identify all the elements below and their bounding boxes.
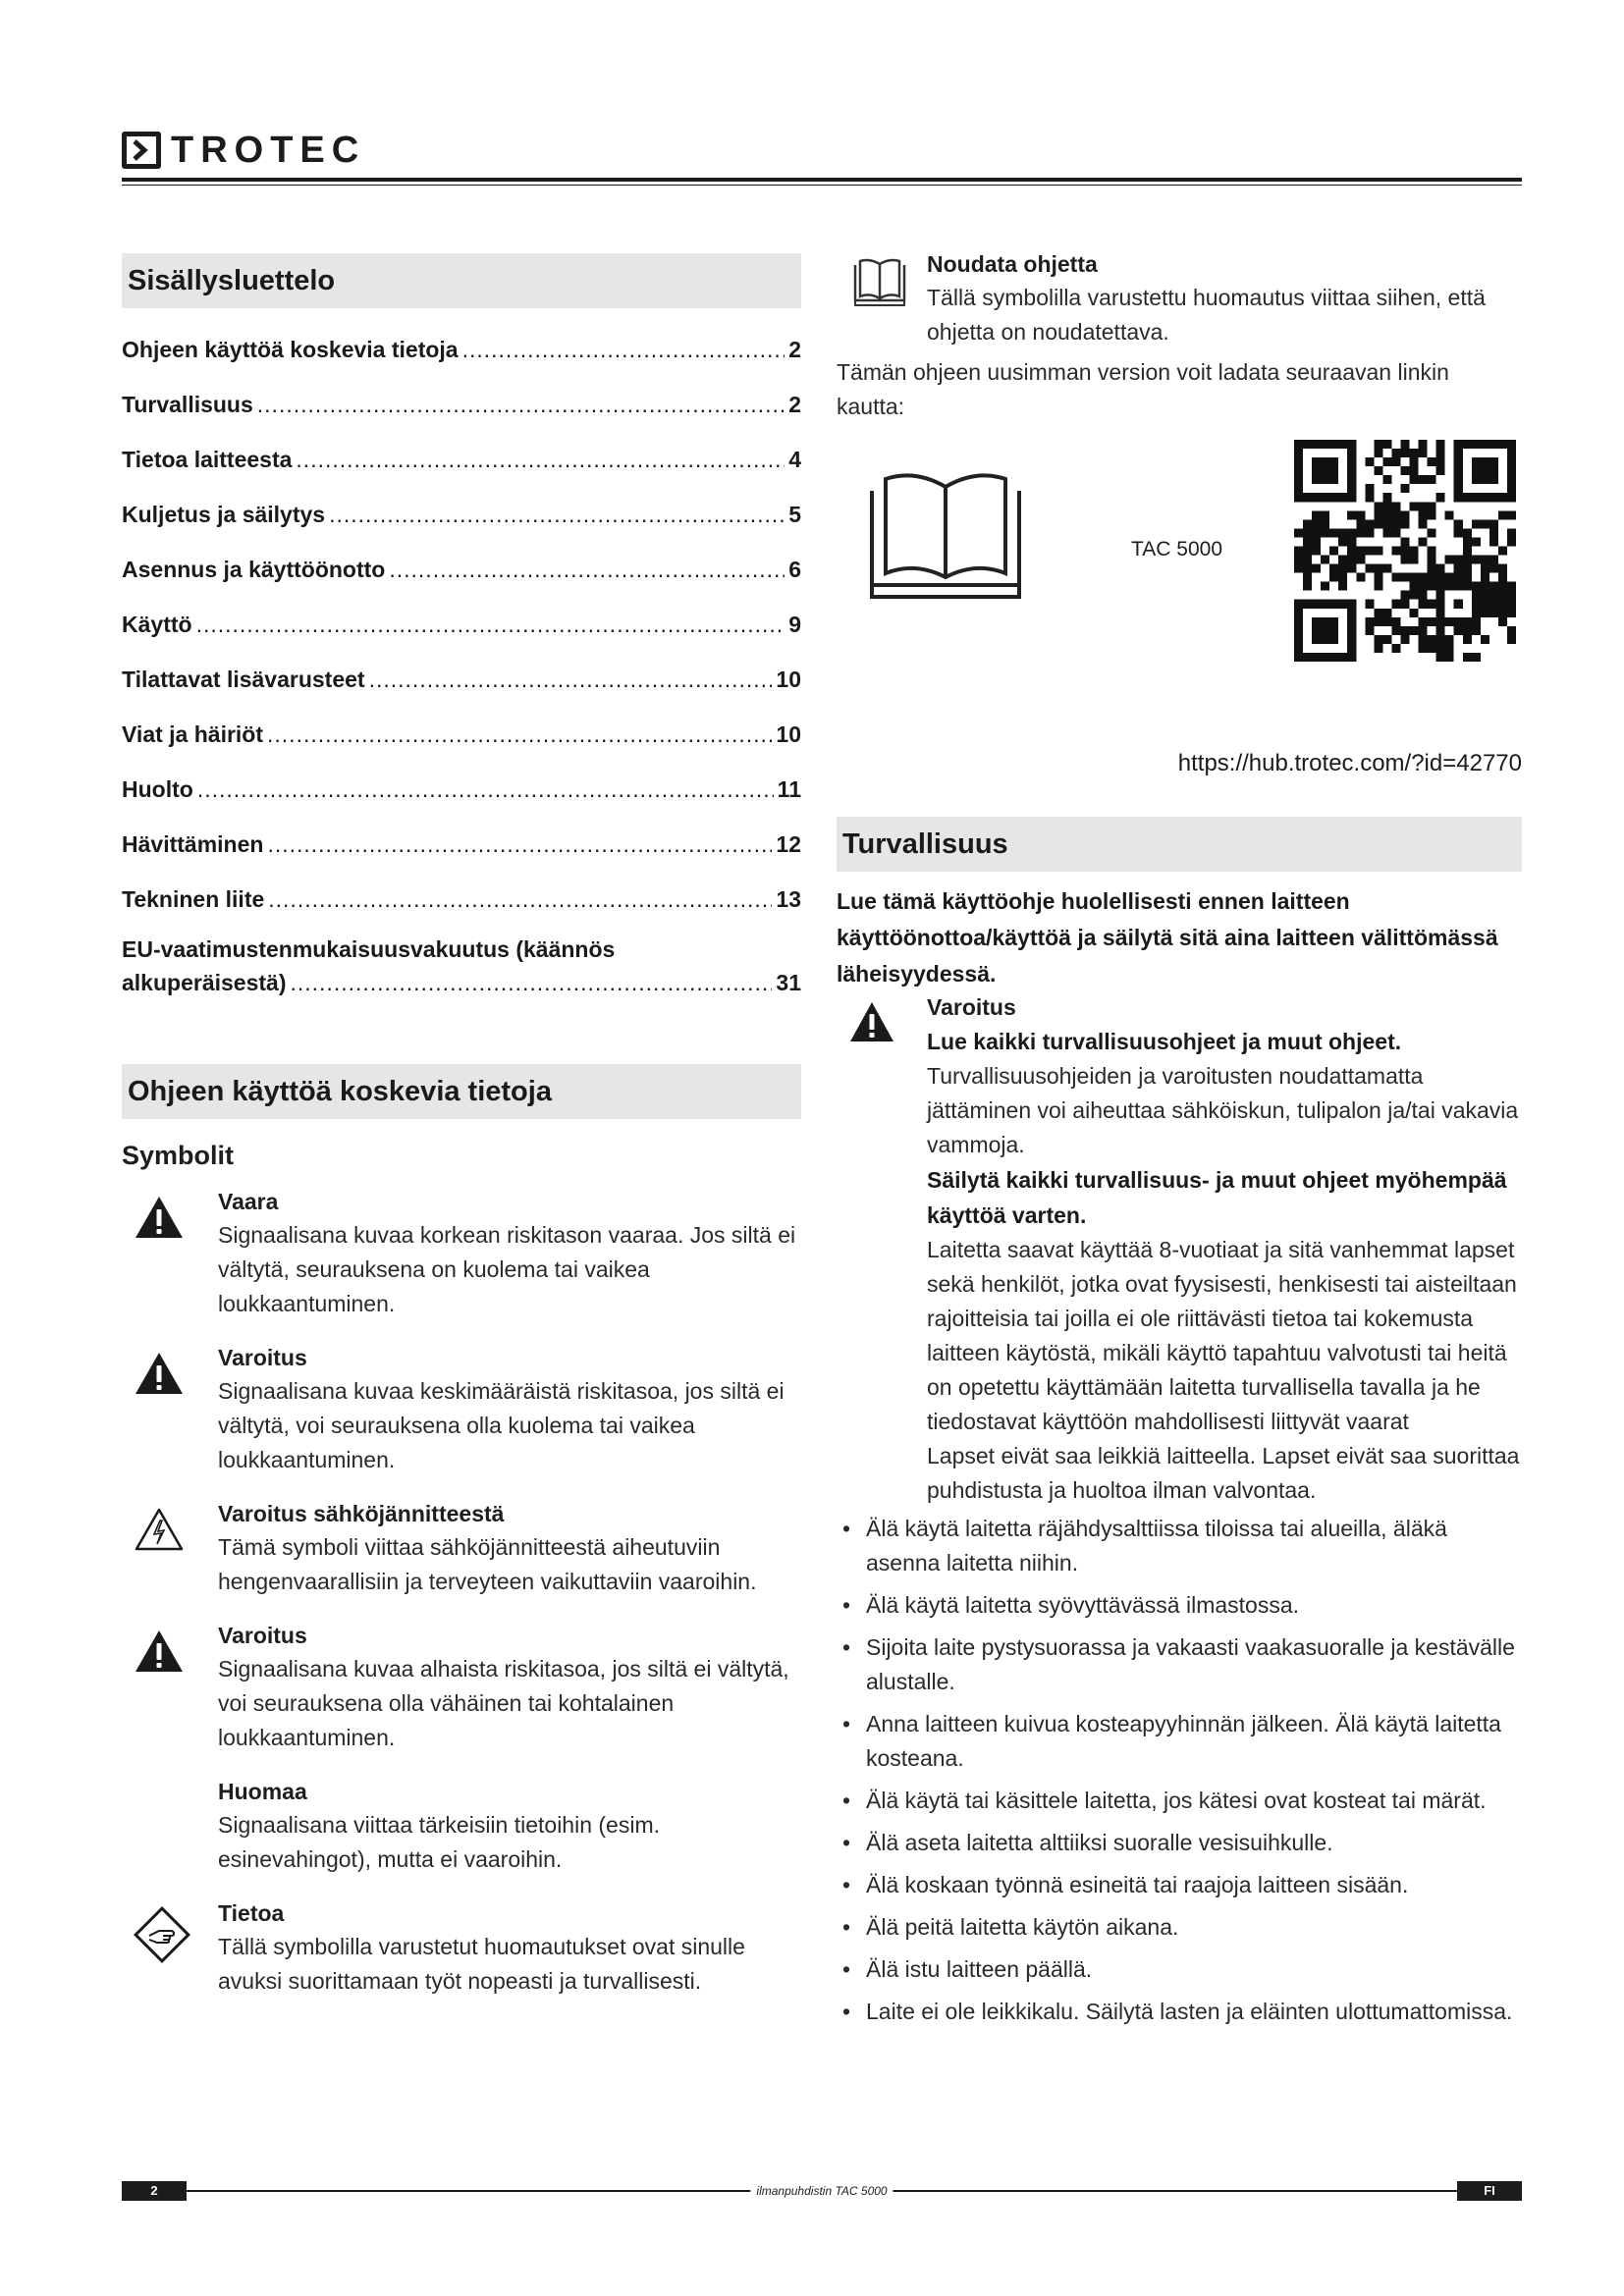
safety-warning-text2: Laitetta saavat käyttää 8-vuotiaat ja sitä vanhemmat lapset sekä henkilöt, jotka ovat fyysisesti, henkisesti tai aisteiltaan rajoitteisia tai joilla ei ole riittävästi tietoa tai kokemusta laitteen käytöstä, mikäli käyttö tapahtuu valvotusti tai heitä on opetettu käyttämään laitetta turvallisella tavalla ja he tiedostavat käyttöön mahdollisesti liittyvät vaarat xyxy=(927,1237,1517,1434)
model-label: TAC 5000 xyxy=(1131,538,1222,561)
toc-entry-title: Käyttö xyxy=(122,612,192,637)
toc-entry-title: Viat ja häiriöt xyxy=(122,721,264,747)
right-column xyxy=(837,253,1522,2037)
toc-entry-page: 12 xyxy=(776,831,801,857)
toc-entry-title: Hävittäminen xyxy=(122,831,264,857)
left-column xyxy=(122,253,801,2018)
toc-entry-title: Asennus ja käyttöönotto xyxy=(122,557,386,582)
toc-heading: Sisällysluettelo xyxy=(122,253,801,308)
toc-entry-page: 10 xyxy=(776,721,801,747)
safety-bullet: • Älä aseta laitetta alttiiksi suoralle vesisuihkulle. xyxy=(837,1826,1522,1860)
toc-entry-page: 10 xyxy=(776,667,801,692)
logo-chevron-icon xyxy=(122,132,161,169)
toc-entry-page: 4 xyxy=(788,447,801,472)
toc-entry-title-cont: alkuperäisestä) xyxy=(122,970,287,995)
toc-entry[interactable] xyxy=(122,542,801,597)
electric-voltage-icon xyxy=(122,1497,218,1599)
toc-dots xyxy=(197,762,774,817)
toc-entry-page: 2 xyxy=(788,337,801,362)
symbol-title: Varoitus xyxy=(218,1345,307,1370)
toc-entry-title: EU-vaatimustenmukaisuusvakuutus (käännös xyxy=(122,936,616,962)
manual-book-icon xyxy=(837,253,927,349)
symbol-entry xyxy=(122,1185,801,1321)
toc-entry[interactable] xyxy=(122,432,801,487)
qr-area xyxy=(837,424,1522,748)
safety-bullet: • Älä peitä laitetta käytön aikana. xyxy=(837,1910,1522,1945)
toc-entry-page: 13 xyxy=(776,886,801,912)
safety-bullet: • Laite ei ole leikkikalu. Säilytä lasten ja eläinten ulottumattomissa. xyxy=(837,1995,1522,2029)
toc-entry-page: 11 xyxy=(777,776,801,802)
toc-dots xyxy=(290,966,772,999)
toc-dots xyxy=(462,322,785,377)
download-text: Tämän ohjeen uusimman version voit ladata seuraavan linkin kautta: xyxy=(837,359,1449,419)
toc-list xyxy=(122,322,801,927)
toc-dots xyxy=(267,707,772,762)
symbol-list xyxy=(122,1185,801,1999)
safety-warning-text3: Lapset eivät saa leikkiä laitteella. Lapset eivät saa suorittaa puhdistusta ja huoltoa ilman valvontaa. xyxy=(927,1443,1520,1503)
safety-bullet: • Älä käytä laitetta syövyttävässä ilmastossa. xyxy=(837,1588,1522,1623)
header-rule-thin xyxy=(122,185,1522,186)
toc-entry[interactable] xyxy=(122,762,801,817)
safety-intro: Lue tämä käyttöohje huolellisesti ennen laitteen käyttöönottoa/käyttöä ja säilytä sitä aina laitteen välittömässä läheisyydessä. xyxy=(837,888,1498,987)
toc-dots xyxy=(267,817,772,872)
qr-code[interactable] xyxy=(1294,440,1516,667)
symbol-title: Huomaa xyxy=(218,1779,307,1804)
toc-dots xyxy=(196,597,785,652)
toc-entry-page: 5 xyxy=(788,502,801,527)
toc-dots xyxy=(268,872,772,927)
symbol-title: Vaara xyxy=(218,1189,279,1214)
safety-bullet: • Anna laitteen kuivua kosteapyyhinnän jälkeen. Älä käytä laitetta kosteana. xyxy=(837,1707,1522,1776)
manual-note-title: Noudata ohjetta xyxy=(927,251,1098,277)
toc-entry-declaration[interactable] xyxy=(122,933,801,999)
toc-entry[interactable] xyxy=(122,817,801,872)
toc-entry-title: Turvallisuus xyxy=(122,392,253,417)
toc-entry[interactable] xyxy=(122,322,801,377)
usage-heading: Ohjeen käyttöä koskevia tietoja xyxy=(122,1064,801,1119)
symbol-text: Signaalisana kuvaa korkean riskitason vaaraa. Jos siltä ei vältytä, seurauksena on kuolema tai vaikea loukkaantuminen. xyxy=(218,1222,796,1316)
toc-entry[interactable] xyxy=(122,487,801,542)
toc-entry-page: 2 xyxy=(788,392,801,417)
download-url[interactable]: https://hub.trotec.com/?id=42770 xyxy=(1177,750,1522,776)
toc-entry-page: 6 xyxy=(788,557,801,582)
warning-triangle-icon xyxy=(122,1619,218,1755)
toc-entry[interactable] xyxy=(122,377,801,432)
toc-entry-title: Ohjeen käyttöä koskevia tietoja xyxy=(122,337,459,362)
symbol-title: Varoitus sähköjännitteestä xyxy=(218,1501,505,1526)
header-rule xyxy=(122,178,1522,182)
logo-text: TROTEC xyxy=(171,130,366,171)
warning-triangle-icon xyxy=(122,1341,218,1477)
manual-book-icon-large xyxy=(866,469,1025,608)
safety-warning-title: Varoitus xyxy=(927,994,1016,1020)
symbol-text: Signaalisana kuvaa keskimääräistä riskitasoa, jos siltä ei vältytä, voi seurauksena olla kuolema tai vaikea loukkaantuminen. xyxy=(218,1378,785,1472)
toc-dots xyxy=(257,377,785,432)
symbol-entry xyxy=(122,1896,801,1999)
safety-bullet: • Sijoita laite pystysuorassa ja vakaasti vaakasuoralle ja kestävälle alustalle. xyxy=(837,1630,1522,1699)
symbol-entry xyxy=(122,1775,801,1877)
safety-warning-bold1: Lue kaikki turvallisuusohjeet ja muut ohjeet. xyxy=(927,1029,1402,1054)
safety-bullet: • Älä käytä laitetta räjähdysalttiissa tiloissa tai alueilla, äläkä asenna laitetta niihin. xyxy=(837,1512,1522,1580)
safety-warning-text1: Turvallisuusohjeiden ja varoitusten noudattamatta jättäminen voi aiheuttaa sähköiskun, tulipalon ja/tai vakavia vammoja. xyxy=(927,1063,1519,1157)
symbol-text: Tällä symbolilla varustetut huomautukset ovat sinulle avuksi suorittamaan työt nopeasti ja turvallisesti. xyxy=(218,1934,745,1994)
trotec-logo xyxy=(122,132,365,169)
info-hand-icon xyxy=(122,1896,218,1999)
toc-dots xyxy=(369,652,773,707)
symbol-title: Tietoa xyxy=(218,1900,285,1926)
toc-dots xyxy=(329,487,785,542)
toc-entry[interactable] xyxy=(122,872,801,927)
warning-triangle-icon xyxy=(837,996,927,1508)
symbol-entry xyxy=(122,1619,801,1755)
toc-dots xyxy=(389,542,785,597)
safety-bullet: • Älä istu laitteen päällä. xyxy=(837,1952,1522,1987)
footer-doc-title: ilmanpuhdistin TAC 5000 xyxy=(750,2181,893,2201)
symbol-text: Tämä symboli viittaa sähköjännitteestä aiheutuviin hengenvaarallisiin ja terveyteen vaikuttaviin vaaroihin. xyxy=(218,1534,757,1594)
no-icon xyxy=(122,1775,218,1877)
manual-note xyxy=(837,253,1522,349)
symbol-text: Signaalisana viittaa tärkeisiin tietoihin (esim. esinevahingot), mutta ei vaaroihin. xyxy=(218,1812,660,1872)
symbol-text: Signaalisana kuvaa alhaista riskitasoa, jos siltä ei vältytä, voi seurauksena olla vähäinen tai kohtalainen loukkaantuminen. xyxy=(218,1656,789,1750)
toc-entry-page: 9 xyxy=(788,612,801,637)
manual-note-text: Tällä symbolilla varustettu huomautus viittaa siihen, että ohjetta on noudatettava. xyxy=(927,285,1486,345)
footer-page-number: 2 xyxy=(122,2181,187,2201)
toc-entry-title: Tilattavat lisävarusteet xyxy=(122,667,365,692)
toc-entry[interactable] xyxy=(122,707,801,762)
safety-warning xyxy=(837,996,1522,1508)
symbols-heading: Symbolit xyxy=(122,1141,235,1170)
symbol-title: Varoitus xyxy=(218,1623,307,1648)
safety-warning-bold2: Säilytä kaikki turvallisuus- ja muut ohjeet myöhempää käyttöä varten. xyxy=(927,1167,1507,1228)
safety-heading: Turvallisuus xyxy=(837,817,1522,872)
symbol-entry xyxy=(122,1497,801,1599)
toc-entry[interactable] xyxy=(122,597,801,652)
safety-bullet: • Älä koskaan työnnä esineitä tai raajoja laitteen sisään. xyxy=(837,1868,1522,1902)
toc-dots xyxy=(296,432,785,487)
warning-triangle-icon xyxy=(122,1185,218,1321)
toc-entry-title: Huolto xyxy=(122,776,193,802)
safety-bullet: • Älä käytä tai käsittele laitetta, jos kätesi ovat kosteat tai märät. xyxy=(837,1784,1522,1818)
toc-entry[interactable] xyxy=(122,652,801,707)
toc-entry-title: Tietoa laitteesta xyxy=(122,447,293,472)
toc-entry-title: Kuljetus ja säilytys xyxy=(122,502,326,527)
symbol-entry xyxy=(122,1341,801,1477)
toc-entry-page: 31 xyxy=(776,970,801,995)
footer-language: FI xyxy=(1457,2181,1522,2201)
safety-bullet-list xyxy=(837,1512,1522,2029)
footer xyxy=(122,2181,1522,2201)
toc-entry-title: Tekninen liite xyxy=(122,886,265,912)
